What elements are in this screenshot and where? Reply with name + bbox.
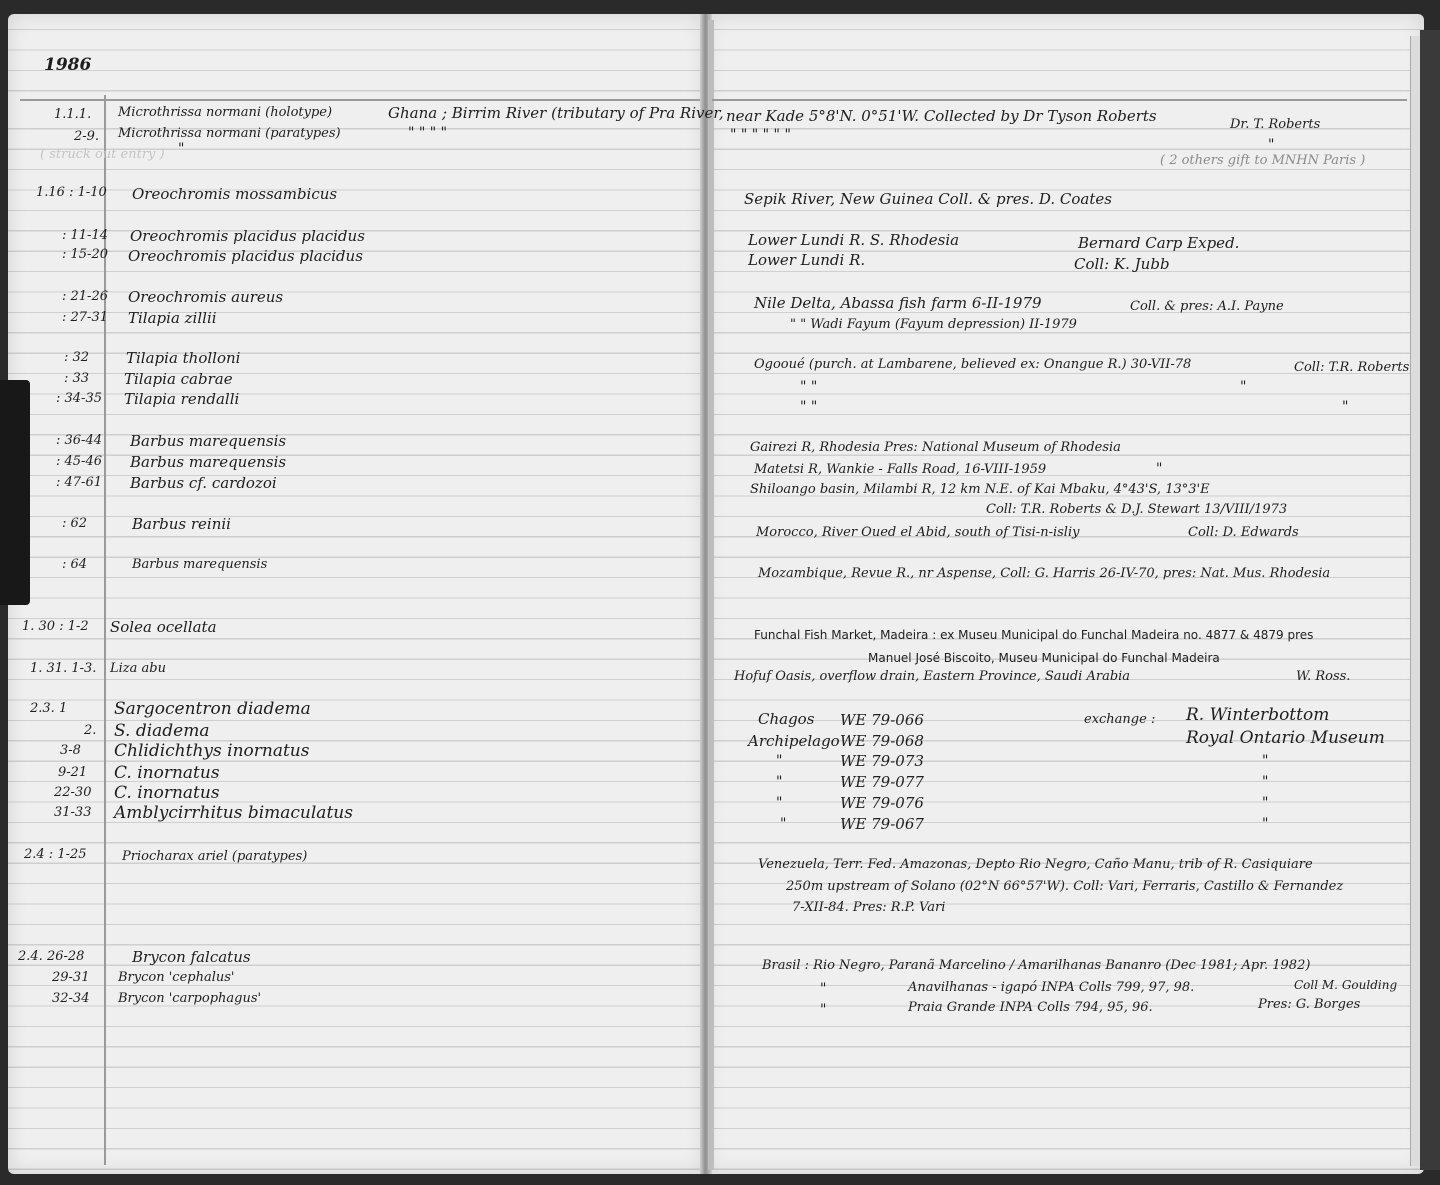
entry-number: 2.4. 26-28	[18, 949, 85, 964]
species-name: Brycon 'cephalus'	[118, 970, 235, 985]
locality-text: Shiloango basin, Milambi R, 12 km N.E. of Kai Mbaku, 4°43'S, 13°3'E	[750, 482, 1210, 497]
collector-note: Coll M. Goulding	[1294, 978, 1398, 992]
species-name: C. inornatus	[114, 763, 220, 783]
chagos-code: WE 79-077	[840, 773, 924, 791]
species-name: S. diadema	[114, 721, 210, 741]
locality-text: near Kade 5°8'N. 0°51'W. Collected by Dr Tyson Roberts	[726, 107, 1157, 125]
collector-note: Coll. & pres: A.I. Payne	[1130, 299, 1284, 314]
entry-number: : 21-26	[62, 289, 108, 304]
entry-number: : 27-31	[62, 310, 108, 325]
ditto-mark: "	[780, 816, 787, 832]
species-name: Tilapia cabrae	[124, 370, 233, 388]
ditto-mark: "	[1262, 795, 1269, 811]
locality-text: Mozambique, Revue R., nr Aspense, Coll: G. Harris 26-IV-70, pres: Nat. Mus. Rhodesia	[758, 566, 1331, 581]
species-name: C. inornatus	[114, 783, 220, 803]
species-name: Barbus marequensis	[130, 453, 287, 471]
entry-number: : 47-61	[56, 475, 102, 490]
species-name: Barbus marequensis	[132, 557, 268, 572]
exchange-institution: Royal Ontario Museum	[1186, 728, 1385, 748]
species-name: Oreochromis mossambicus	[132, 185, 338, 203]
entry-number: 1. 31. 1-3.	[30, 661, 97, 676]
species-name: Sargocentron diadema	[114, 699, 311, 719]
faint-scribble: ( struck out entry )	[40, 147, 165, 162]
ledger-year: 1986	[44, 55, 92, 75]
entry-number: 2.4 : 1-25	[24, 847, 87, 862]
ditto-mark: "	[1268, 137, 1275, 153]
entry-number: : 15-20	[62, 247, 108, 262]
entry-number: 9-21	[58, 765, 88, 780]
locality-text: Chagos	[758, 710, 815, 728]
locality-text: Matetsi R, Wankie - Falls Road, 16-VIII-1959	[754, 462, 1047, 477]
species-name: Tilapia rendalli	[124, 390, 240, 408]
species-name: Microthrissa normani (paratypes)	[118, 126, 341, 141]
ditto-mark: "	[820, 1002, 827, 1018]
collector-note: Pres: G. Borges	[1258, 997, 1361, 1012]
locality-text: Venezuela, Terr. Fed. Amazonas, Depto Rio Negro, Caño Manu, trib of R. Casiquiare	[758, 857, 1313, 872]
header-rule-right	[712, 99, 1407, 101]
entry-number: : 62	[62, 516, 88, 531]
entry-number: 2.	[84, 723, 97, 738]
entry-number: 1.1.1.	[54, 107, 92, 122]
ditto-mark: "	[1262, 774, 1269, 790]
entry-number: : 45-46	[56, 454, 102, 469]
locality-text: Praia Grande INPA Colls 794, 95, 96.	[908, 1000, 1153, 1015]
ditto-mark: "	[1342, 399, 1349, 415]
ditto-marks: " "	[800, 379, 818, 395]
exchange-person: R. Winterbottom	[1186, 705, 1330, 725]
locality-text: Archipelago	[748, 732, 840, 750]
species-name: Liza abu	[110, 661, 166, 676]
collector-note: Coll: K. Jubb	[1074, 255, 1170, 273]
species-name: Microthrissa normani (holotype)	[118, 105, 333, 120]
entry-number: : 33	[64, 371, 90, 386]
entry-number: 22-30	[54, 785, 92, 800]
locality-text: Morocco, River Oued el Abid, south of Tisi-n-isliy	[756, 525, 1080, 540]
species-name: Amblycirrhitus bimaculatus	[114, 803, 353, 823]
ditto-mark: "	[1262, 753, 1269, 769]
collector-note: Dr. T. Roberts	[1230, 117, 1321, 132]
left-page	[8, 14, 704, 1174]
species-name: Barbus marequensis	[130, 432, 287, 450]
entry-number: 2.3. 1	[30, 701, 68, 716]
species-name: Tilapia zillii	[128, 309, 217, 327]
locality-ghana: Ghana ; Birrim River (tributary of Pra River,	[388, 104, 724, 122]
species-name: Oreochromis aureus	[128, 288, 284, 306]
locality-text: Gairezi R, Rhodesia Pres: National Museum of Rhodesia	[750, 440, 1121, 455]
entry-number: 1.16 : 1-10	[36, 185, 107, 200]
locality-text: 250m upstream of Solano (02°N 66°57'W). Coll: Vari, Ferraris, Castillo & Fernandez	[786, 879, 1344, 894]
entry-number: : 32	[64, 350, 90, 365]
ditto-mark: "	[776, 774, 783, 790]
collector-note: Bernard Carp Exped.	[1078, 234, 1240, 252]
ditto-marks: " " " " " "	[730, 127, 791, 143]
ditto-mark: "	[1262, 816, 1269, 832]
entry-number: 1. 30 : 1-2	[22, 619, 89, 634]
locality-text: Hofuf Oasis, overflow drain, Eastern Province, Saudi Arabia	[734, 669, 1131, 684]
species-name: Tilapia tholloni	[126, 349, 241, 367]
ditto-mark: "	[776, 753, 783, 769]
locality-text: Manuel José Biscoito, Museu Municipal do Funchal Madeira	[868, 651, 1220, 665]
locality-text: Brasil : Rio Negro, Paranã Marcelino / Amarilhanas Bananro (Dec 1981; Apr. 1982)	[762, 958, 1311, 973]
chagos-code: WE 79-066	[840, 711, 924, 729]
entry-number: : 64	[62, 557, 88, 572]
ditto-mark: "	[1240, 379, 1247, 395]
ditto-mark: "	[1156, 461, 1163, 477]
binding-strip	[708, 20, 714, 1170]
locality-text: Lower Lundi R.	[748, 251, 866, 269]
species-name: Brycon falcatus	[132, 948, 251, 966]
ditto-marks: " " " "	[408, 125, 448, 141]
collector-note: W. Ross.	[1296, 669, 1351, 684]
locality-text: Sepik River, New Guinea Coll. & pres. D. Coates	[744, 190, 1112, 208]
ditto-mark: "	[178, 141, 185, 157]
species-name: Brycon 'carpophagus'	[118, 991, 262, 1006]
locality-text: Nile Delta, Abassa fish farm 6-II-1979	[754, 294, 1042, 312]
entry-number: 32-34	[52, 991, 90, 1006]
book-cover-edge	[1420, 30, 1440, 1170]
chagos-code: WE 79-073	[840, 752, 924, 770]
species-name: Chlidichthys inornatus	[114, 741, 310, 761]
entry-number: 31-33	[54, 805, 92, 820]
chagos-code: WE 79-076	[840, 794, 924, 812]
header-rule-left	[20, 99, 700, 101]
entry-number: : 34-35	[56, 391, 102, 406]
species-name: Oreochromis placidus placidus	[130, 227, 365, 245]
species-name: Oreochromis placidus placidus	[128, 247, 363, 265]
species-name: Solea ocellata	[110, 618, 217, 636]
locality-text: Coll: T.R. Roberts & D.J. Stewart 13/VIII/1973	[986, 502, 1288, 517]
collector-note: Coll: T.R. Roberts	[1294, 360, 1410, 375]
species-name: Priocharax ariel (paratypes)	[122, 849, 308, 864]
locality-text: Anavilhanas - igapó INPA Colls 799, 97, 98.	[908, 980, 1195, 995]
entry-number: 29-31	[52, 970, 90, 985]
ditto-mark: "	[820, 981, 827, 997]
locality-text: Funchal Fish Market, Madeira : ex Museu Municipal do Funchal Madeira no. 4877 & 4879 pres	[754, 628, 1314, 642]
species-name: Barbus cf. cardozoi	[130, 474, 277, 492]
entry-number: : 36-44	[56, 433, 102, 448]
entry-number: 2-9.	[74, 129, 100, 144]
locality-text: " " Wadi Fayum (Fayum depression) II-1979	[790, 317, 1077, 332]
species-name: Barbus reinii	[132, 515, 231, 533]
chagos-code: WE 79-068	[840, 732, 924, 750]
entry-number: 3-8	[60, 743, 81, 758]
ditto-mark: "	[776, 795, 783, 811]
ditto-marks: " "	[800, 399, 818, 415]
locality-text: Ogooué (purch. at Lambarene, believed ex: Onangue R.) 30-VII-78	[754, 357, 1192, 372]
chagos-code: WE 79-067	[840, 815, 924, 833]
entry-number: : 11-14	[62, 228, 108, 243]
exchange-note: exchange :	[1084, 712, 1156, 727]
gift-note: ( 2 others gift to MNHN Paris )	[1160, 153, 1366, 168]
index-tab	[0, 380, 30, 605]
locality-text: 7-XII-84. Pres: R.P. Vari	[792, 900, 946, 915]
collector-note: Coll: D. Edwards	[1188, 525, 1299, 540]
locality-text: Lower Lundi R. S. Rhodesia	[748, 231, 960, 249]
